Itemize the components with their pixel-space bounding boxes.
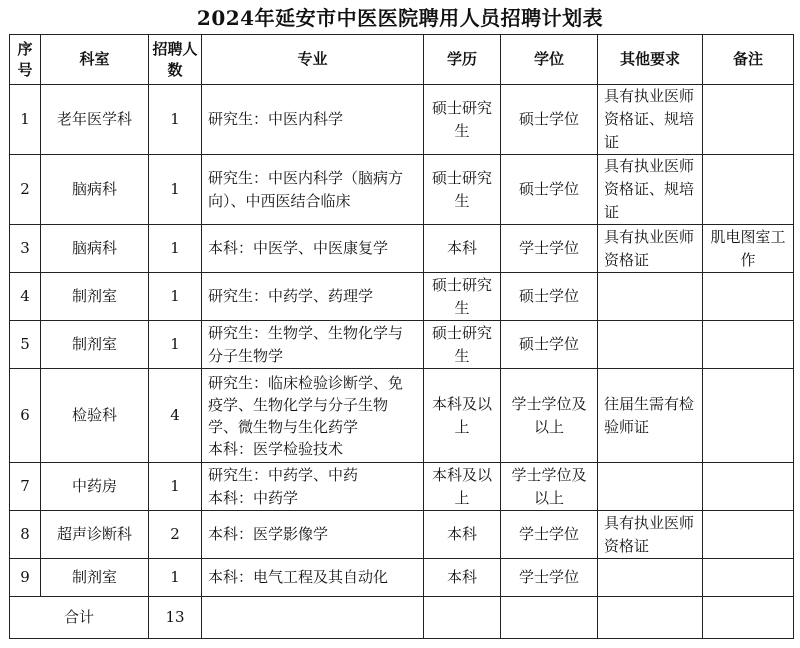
recruitment-plan-table bbox=[9, 34, 794, 639]
cell-degree: 学士学位及以上 bbox=[501, 369, 598, 463]
header-count: 招聘人数 bbox=[149, 35, 202, 85]
header-education: 学历 bbox=[424, 35, 501, 85]
cell-major: 本科：医学影像学 bbox=[202, 511, 424, 559]
cell-dept: 制剂室 bbox=[41, 321, 149, 369]
cell-count: 1 bbox=[149, 155, 202, 225]
total-label: 合计 bbox=[10, 597, 149, 639]
table-row bbox=[10, 225, 794, 273]
cell-remark bbox=[703, 463, 794, 511]
header-other: 其他要求 bbox=[598, 35, 703, 85]
document-title: 2024年延安市中医医院聘用人员招聘计划表 bbox=[196, 6, 604, 30]
cell-dept: 老年医学科 bbox=[41, 85, 149, 155]
cell-education: 本科及以上 bbox=[424, 369, 501, 463]
cell-remark bbox=[703, 273, 794, 321]
cell-count: 1 bbox=[149, 463, 202, 511]
cell-other bbox=[598, 559, 703, 597]
header-remark: 备注 bbox=[703, 35, 794, 85]
table-row bbox=[10, 85, 794, 155]
cell-seq: 3 bbox=[10, 225, 41, 273]
cell-degree: 硕士学位 bbox=[501, 85, 598, 155]
cell-remark bbox=[703, 155, 794, 225]
cell-education: 本科 bbox=[424, 225, 501, 273]
cell-seq: 9 bbox=[10, 559, 41, 597]
cell-other: 具有执业医师资格证、规培证 bbox=[598, 155, 703, 225]
cell-education: 硕士研究生 bbox=[424, 321, 501, 369]
table-header-row bbox=[10, 35, 794, 85]
cell-other: 往届生需有检验师证 bbox=[598, 369, 703, 463]
cell-count: 2 bbox=[149, 511, 202, 559]
cell-major: 本科：电气工程及其自动化 bbox=[202, 559, 424, 597]
cell-count: 1 bbox=[149, 559, 202, 597]
total-row bbox=[10, 597, 794, 639]
cell-major: 研究生：中药学、药理学 bbox=[202, 273, 424, 321]
cell-major: 研究生：中药学、中药 本科：中药学 bbox=[202, 463, 424, 511]
cell-major: 研究生：中医内科学（脑病方向）、中西医结合临床 bbox=[202, 155, 424, 225]
cell-count: 1 bbox=[149, 321, 202, 369]
cell-degree: 学士学位 bbox=[501, 559, 598, 597]
table-row bbox=[10, 511, 794, 559]
cell-major: 研究生：中医内科学 bbox=[202, 85, 424, 155]
table-row bbox=[10, 321, 794, 369]
cell-other bbox=[598, 273, 703, 321]
cell-remark bbox=[703, 369, 794, 463]
cell-dept: 超声诊断科 bbox=[41, 511, 149, 559]
cell-count: 1 bbox=[149, 273, 202, 321]
cell-degree: 硕士学位 bbox=[501, 273, 598, 321]
cell-empty bbox=[598, 597, 703, 639]
cell-seq: 1 bbox=[10, 85, 41, 155]
cell-count: 1 bbox=[149, 85, 202, 155]
cell-remark bbox=[703, 511, 794, 559]
cell-other: 具有执业医师资格证、规培证 bbox=[598, 85, 703, 155]
total-count: 13 bbox=[149, 597, 202, 639]
cell-dept: 脑病科 bbox=[41, 225, 149, 273]
header-seq: 序号 bbox=[10, 35, 41, 85]
header-dept: 科室 bbox=[41, 35, 149, 85]
cell-education: 本科及以上 bbox=[424, 463, 501, 511]
cell-education: 硕士研究生 bbox=[424, 85, 501, 155]
cell-seq: 4 bbox=[10, 273, 41, 321]
cell-major: 研究生：生物学、生物化学与分子生物学 bbox=[202, 321, 424, 369]
cell-seq: 2 bbox=[10, 155, 41, 225]
cell-dept: 制剂室 bbox=[41, 273, 149, 321]
cell-degree: 学士学位 bbox=[501, 225, 598, 273]
cell-other bbox=[598, 321, 703, 369]
cell-degree: 学士学位及以上 bbox=[501, 463, 598, 511]
table-row bbox=[10, 369, 794, 463]
cell-dept: 中药房 bbox=[41, 463, 149, 511]
table-row bbox=[10, 273, 794, 321]
table-row bbox=[10, 155, 794, 225]
cell-empty bbox=[501, 597, 598, 639]
cell-remark bbox=[703, 85, 794, 155]
cell-major: 研究生：临床检验诊断学、免疫学、生物化学与分子生物学、微生物与生化药学 本科：医学检验技术 bbox=[202, 369, 424, 463]
cell-empty bbox=[703, 597, 794, 639]
cell-dept: 检验科 bbox=[41, 369, 149, 463]
cell-remark bbox=[703, 559, 794, 597]
cell-seq: 6 bbox=[10, 369, 41, 463]
cell-other: 具有执业医师资格证 bbox=[598, 225, 703, 273]
cell-education: 硕士研究生 bbox=[424, 155, 501, 225]
cell-major: 本科：中医学、中医康复学 bbox=[202, 225, 424, 273]
cell-education: 本科 bbox=[424, 511, 501, 559]
cell-empty bbox=[202, 597, 424, 639]
cell-empty bbox=[424, 597, 501, 639]
cell-degree: 学士学位 bbox=[501, 511, 598, 559]
cell-count: 1 bbox=[149, 225, 202, 273]
cell-count: 4 bbox=[149, 369, 202, 463]
cell-other: 具有执业医师资格证 bbox=[598, 511, 703, 559]
cell-remark bbox=[703, 321, 794, 369]
cell-seq: 7 bbox=[10, 463, 41, 511]
cell-dept: 制剂室 bbox=[41, 559, 149, 597]
cell-education: 本科 bbox=[424, 559, 501, 597]
table-row bbox=[10, 463, 794, 511]
header-major: 专业 bbox=[202, 35, 424, 85]
cell-seq: 5 bbox=[10, 321, 41, 369]
cell-seq: 8 bbox=[10, 511, 41, 559]
cell-remark: 肌电图室工作 bbox=[703, 225, 794, 273]
cell-education: 硕士研究生 bbox=[424, 273, 501, 321]
header-degree: 学位 bbox=[501, 35, 598, 85]
cell-other bbox=[598, 463, 703, 511]
cell-degree: 硕士学位 bbox=[501, 155, 598, 225]
cell-degree: 硕士学位 bbox=[501, 321, 598, 369]
cell-dept: 脑病科 bbox=[41, 155, 149, 225]
table-row bbox=[10, 559, 794, 597]
